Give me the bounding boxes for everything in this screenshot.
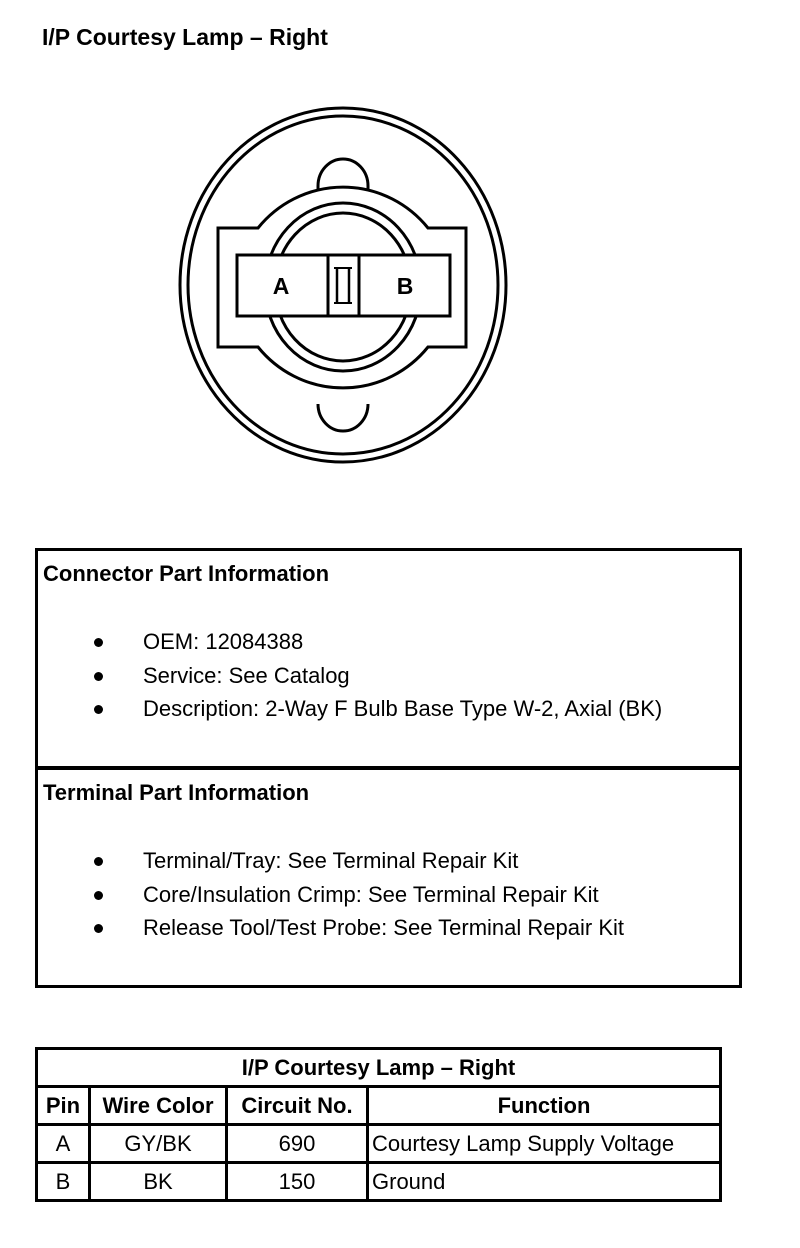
pin-table xyxy=(35,1047,722,1202)
terminal-bar xyxy=(237,255,450,316)
bullet-icon xyxy=(94,924,103,933)
connector-face-diagram xyxy=(0,0,800,520)
cell-circuit: 150 xyxy=(227,1163,368,1201)
column-header-function: Function xyxy=(368,1087,721,1125)
table-header-row xyxy=(37,1087,721,1125)
table-title-row xyxy=(37,1049,721,1087)
bullet-icon xyxy=(94,705,103,714)
list-item-text: Core/Insulation Crimp: See Terminal Repair Kit xyxy=(143,881,599,907)
pin-label-a: A xyxy=(272,273,290,299)
table-row xyxy=(37,1125,721,1163)
list-item-text: Release Tool/Test Probe: See Terminal Repair Kit xyxy=(143,915,624,940)
column-header-wire-color: Wire Color xyxy=(90,1087,227,1125)
cell-wire-color: BK xyxy=(90,1163,227,1201)
terminal-part-info-box xyxy=(35,767,742,988)
bullet-icon xyxy=(94,857,103,866)
pin-label-b: B xyxy=(396,273,414,299)
list-item-text: OEM: 12084388 xyxy=(143,629,304,654)
connector-top-tab xyxy=(318,159,368,186)
connector-bottom-tab xyxy=(318,404,368,431)
column-header-pin: Pin xyxy=(37,1087,90,1125)
bullet-icon xyxy=(94,891,103,900)
cell-function: Courtesy Lamp Supply Voltage xyxy=(368,1125,721,1163)
bullet-icon xyxy=(94,672,103,681)
cell-function: Ground xyxy=(368,1163,721,1201)
list-item-text: Terminal/Tray: See Terminal Repair Kit xyxy=(143,848,519,873)
list-item-text: Service: See Catalog xyxy=(143,662,350,688)
column-header-circuit: Circuit No. xyxy=(227,1087,368,1125)
cell-pin: A xyxy=(37,1125,90,1163)
cell-circuit: 690 xyxy=(227,1125,368,1163)
bullet-icon xyxy=(94,638,103,647)
connector-part-info-box xyxy=(35,548,742,769)
page-title: I/P Courtesy Lamp – Right xyxy=(42,24,328,50)
connector-info-heading: Connector Part Information xyxy=(43,561,330,586)
table-row xyxy=(37,1163,721,1201)
cell-pin: B xyxy=(37,1163,90,1201)
cell-wire-color: GY/BK xyxy=(90,1125,227,1163)
list-item-text: Description: 2-Way F Bulb Base Type W-2, Axial (BK) xyxy=(143,696,663,721)
pin-table-title: I/P Courtesy Lamp – Right xyxy=(37,1049,721,1087)
terminal-info-heading: Terminal Part Information xyxy=(43,780,310,805)
